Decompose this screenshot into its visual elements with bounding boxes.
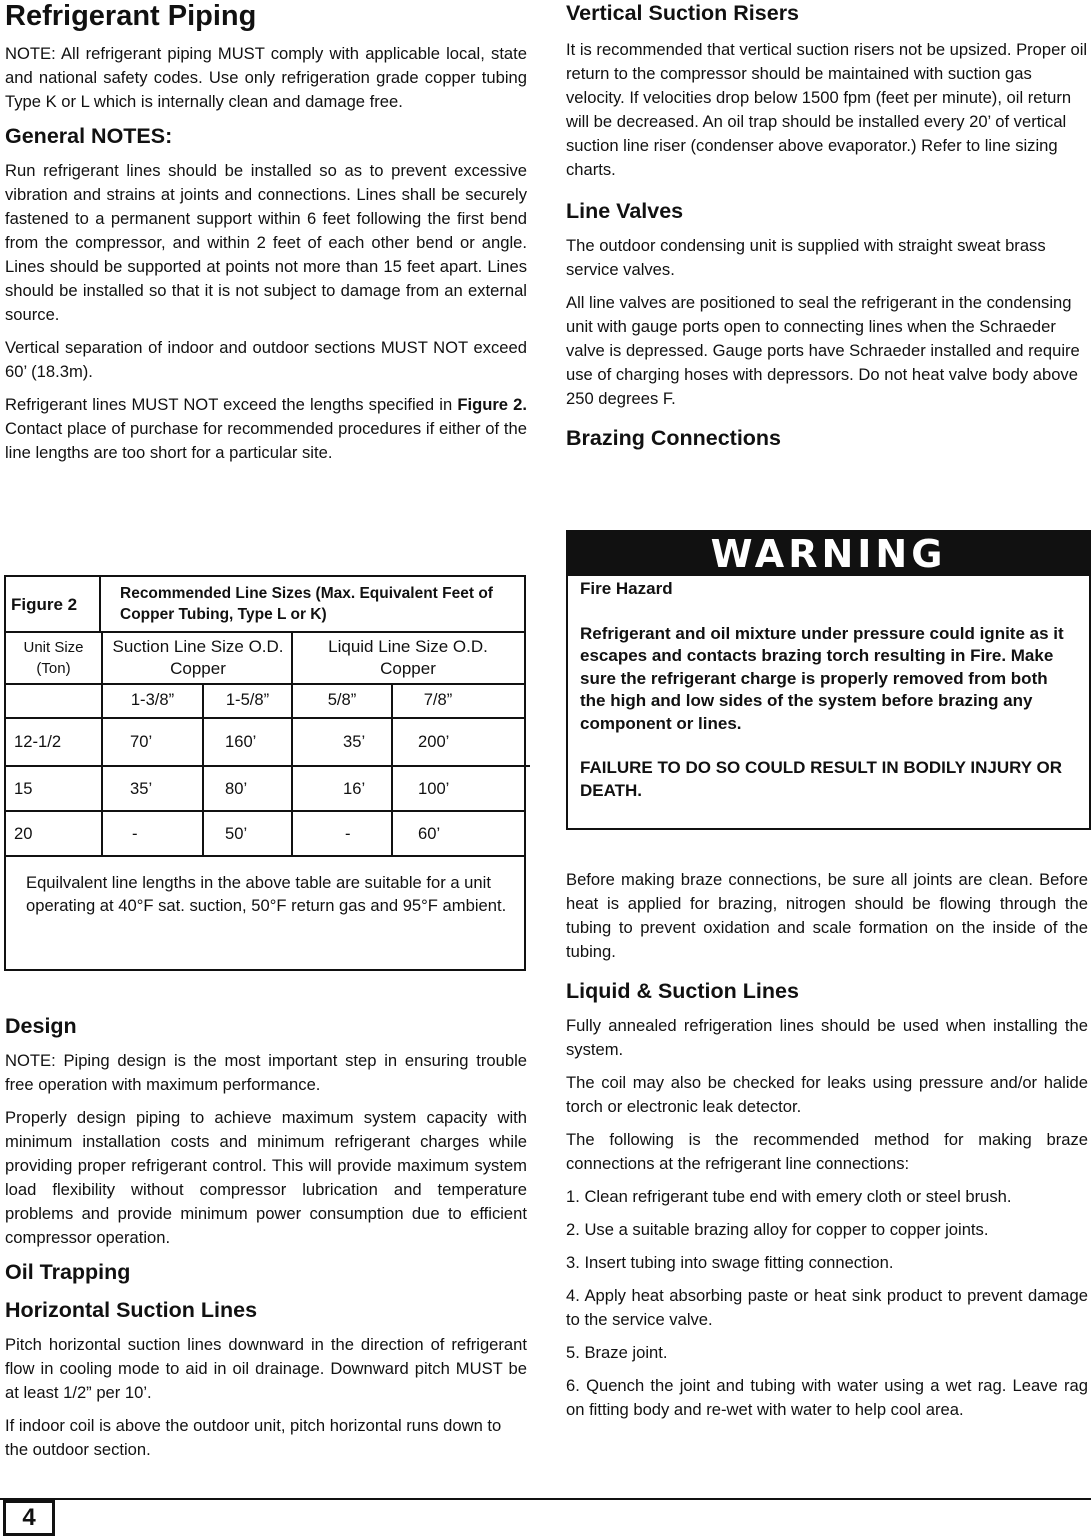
step-3: 3. Insert tubing into swage fitting connection. <box>566 1253 894 1272</box>
general-paragraph-1: Run refrigerant lines should be installed so as to prevent excessive vibration and strains at joints and connections. Lines shall be securely fastened to a permanent support within 6 feet following the first bend from the compressor, and within 2 feet of each other bend or angle. Lines should be supported at points not more than 15 feet apart. Lines should be installed so that it is not subject to damage from an external source. <box>5 161 527 324</box>
vertical-risers-heading: Vertical Suction Risers <box>566 1 800 25</box>
table-note: Equilvalent line lengths in the above table are suitable for a unit operating at 40°F sat. suction, 50°F return gas and 95°F ambient. <box>26 873 507 915</box>
oil-trapping-heading: Oil Trapping <box>5 1260 131 1284</box>
horizontal-suction-heading: Horizontal Suction Lines <box>5 1298 258 1322</box>
general-paragraph-2: Vertical separation of indoor and outdoor sections MUST NOT exceed 60’ (18.3m). <box>5 338 527 381</box>
line-valves-paragraph-2: All line valves are positioned to seal the refrigerant in the condensing unit with gauge ports open to connecting lines when the Schraeder valve is depressed. Gauge ports have Schraeder installed and require use of charging hoses with depressors. Do not heat valve body above 250 degrees F. <box>566 293 1080 408</box>
size-cell: 1-5/8” <box>225 690 270 709</box>
vertical-risers-paragraph: It is recommended that vertical suction risers not be upsized. Proper oil return to the compressor should be maintained with suction gas velocity. If velocities drop below 1500 fpm (feet per minute), oil return will be decreased. An oil trap should be installed every 20’ of vertical suction line riser (condenser above evaporator.) Refer to line sizing charts. <box>566 40 1088 179</box>
figure-label: Figure 2 <box>6 577 101 633</box>
step-5: 5. Braze joint. <box>566 1343 668 1362</box>
footer-rule <box>0 1498 1091 1500</box>
liquid-header: Liquid Line Size O.D. Copper <box>328 637 488 678</box>
table-row: 15 35’ 80’ 16’ 100’ <box>14 779 450 798</box>
left-column-bottom <box>5 1013 527 1471</box>
figure-caption: Recommended Line Sizes (Max. Equivalent Feet of Copper Tubing, Type L or K) <box>120 585 493 623</box>
unit-size-header: Unit Size (Ton) <box>23 639 84 677</box>
liquid-suction-paragraph-3: The following is the recommended method for making braze connections at the refrigerant line connections: <box>566 1130 1088 1173</box>
figure-2-table <box>4 575 526 971</box>
table-row: 20 - 50’ - 60’ <box>14 824 441 843</box>
warning-body <box>568 578 1089 802</box>
general-notes-heading: General NOTES: <box>5 124 173 148</box>
step-2: 2. Use a suitable brazing alloy for copper to copper joints. <box>566 1220 989 1239</box>
line-valves-heading: Line Valves <box>566 199 684 223</box>
liquid-suction-heading: Liquid & Suction Lines <box>566 979 799 1003</box>
line-valves-paragraph-1: The outdoor condensing unit is supplied with straight sweat brass service valves. <box>566 236 1046 279</box>
general-paragraph-3: Refrigerant lines MUST NOT exceed the lengths specified in Figure 2. Contact place of purchase for recommended procedures if either of the line lengths are too short for a particular site. <box>5 395 528 462</box>
design-heading: Design <box>5 1014 77 1038</box>
brazing-heading: Brazing Connections <box>566 426 782 450</box>
figure-2-reference: Figure 2. <box>457 395 528 414</box>
design-paragraph-2: Properly design piping to achieve maximum system capacity with minimum installation costs and minimum refrigerant charges while providing proper refrigerant control. This will provide maximum system load flexibility without compressor lubrication and temperature problems and provide minimum power consumption due to efficient compressor operation. <box>5 1108 527 1247</box>
brazing-paragraph: Before making braze connections, be sure all joints are clean. Before heat is applied for brazing, nitrogen should be flowing through the tubing to prevent oxidation and scale formation on the inside of the tubing. <box>566 870 1088 961</box>
size-cell: 1-3/8” <box>130 690 175 709</box>
warning-title: Fire Hazard <box>580 579 673 598</box>
size-cell: 7/8” <box>423 690 453 709</box>
right-column-bottom <box>566 868 1088 1431</box>
page-title: Refrigerant Piping <box>5 0 257 32</box>
page-number: 4 <box>3 1500 55 1536</box>
horizontal-paragraph-1: Pitch horizontal suction lines downward in the direction of refrigerant flow in cooling mode to aid in oil drainage. Downward pitch MUST be at least 1/2” per 10’. <box>5 1335 527 1402</box>
horizontal-paragraph-2: If indoor coil is above the outdoor unit, pitch horizontal runs down to the outdoor section. <box>5 1416 502 1459</box>
step-4: 4. Apply heat absorbing paste or heat sink product to prevent damage to the service valve. <box>566 1286 1088 1329</box>
warning-consequence: FAILURE TO DO SO COULD RESULT IN BODILY INJURY OR DEATH. <box>580 758 1063 800</box>
note-paragraph: NOTE: All refrigerant piping MUST comply with applicable local, state and national safety codes. Use only refrigeration grade copper tubing Type K or L which is internally clean and damage free. <box>5 44 527 111</box>
right-column-top <box>566 0 1088 461</box>
warning-text: Refrigerant and oil mixture under pressure could ignite as it escapes and contacts brazing torch resulting in Fire. Make sure the refrigerant charge is properly removed from both the high and low sides of the system before brazing any component or lines. <box>580 623 1064 733</box>
size-cell: 5/8” <box>327 690 357 709</box>
left-column-top <box>5 0 527 474</box>
design-paragraph-1: NOTE: Piping design is the most important step in ensuring trouble free operation with maximum performance. <box>5 1051 527 1094</box>
liquid-suction-paragraph-1: Fully annealed refrigeration lines should be used when installing the system. <box>566 1016 1088 1059</box>
warning-box <box>566 530 1091 830</box>
step-1: 1. Clean refrigerant tube end with emery cloth or steel brush. <box>566 1187 1012 1206</box>
table-row: 12-1/2 70’ 160’ 35’ 200’ <box>14 732 450 751</box>
step-6: 6. Quench the joint and tubing with water using a wet rag. Leave rag on fitting body and re-wet with water to help cool area. <box>566 1376 1088 1419</box>
liquid-suction-paragraph-2: The coil may also be checked for leaks using pressure and/or halide torch or electronic leak detector. <box>566 1073 1088 1116</box>
suction-header: Suction Line Size O.D. Copper <box>112 637 284 678</box>
warning-banner: WARNING <box>568 532 1089 576</box>
